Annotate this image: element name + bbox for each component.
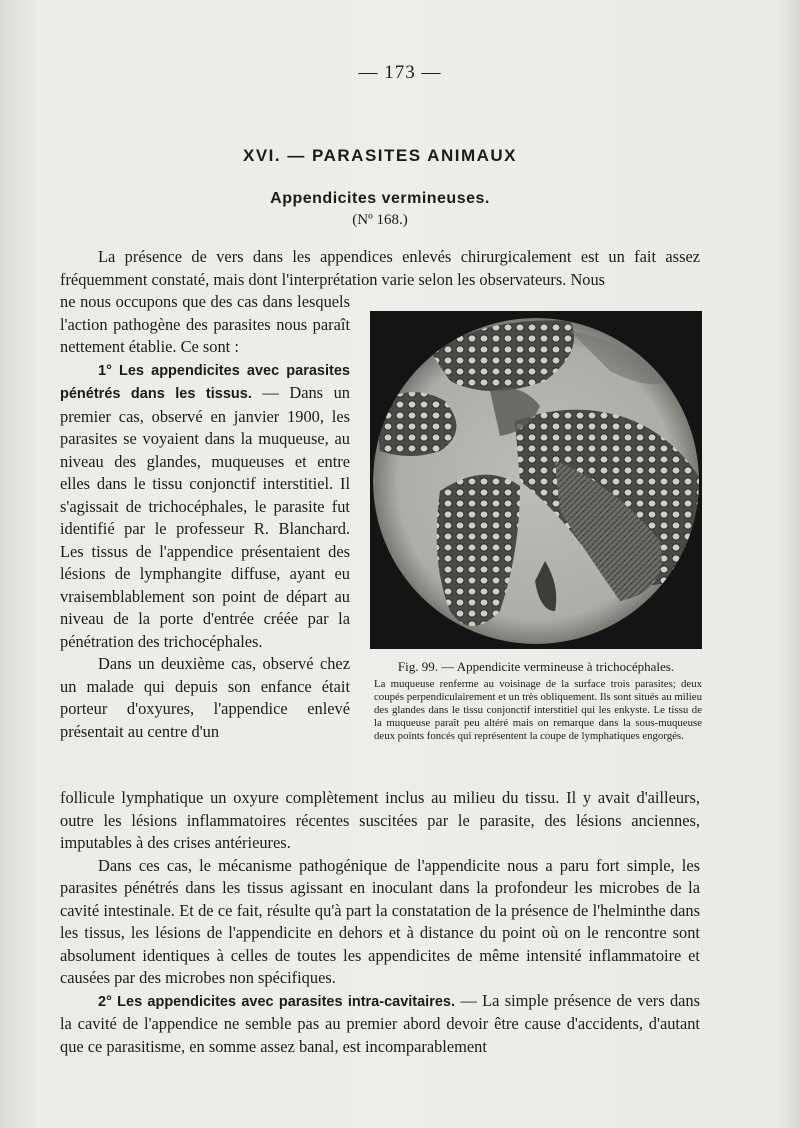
figure-title: Fig. 99. — Appendicite vermineuse à trichocéphales. [397,659,675,674]
micrograph-image [370,311,702,649]
paragraph-4-text: — La simple présence de vers dans la cavité de l'appendice ne semble pas au premier abord devoir être cause d'accidents, d'autant que ce parasitisme, en somme assez banal, est incomparablement [60,990,700,1056]
intro-line: La présence de vers dans les appendices enlevés chirurgicalement est un fait assez fréquemment constaté, mais dont l'interprétation varie selon les observateurs. Nous [60,247,700,289]
paragraph-2-column: Dans un deuxième cas, observé chez un malade qui depuis son enfance était porteur d'oxyures, l'appendice enlevé présentait au centre d'un [60,654,350,741]
left-column-text [60,291,350,743]
intro-continuation: ne nous occupons que des cas dans lesquels l'action pathogène des parasites nous paraît nettement établie. Ce sont : [60,292,350,356]
section-title: Appendicites vermineuses. [270,190,490,207]
paragraph-4 [60,990,700,1059]
paragraph-3: Dans ces cas, le mécanisme pathogénique de l'appendicite nous a paru fort simple, les parasites pénétrés dans les tissus agissant en inoculant dans la profondeur les microbes de la cavité intestinale. Et de ce fait, résulte qu'à part la constatation de la présence de l'helminthe dans les tissus, les lésions de l'appendicite en dehors et à distance du point où on le rencontre sont absolument identiques à celles de toutes les appendicites de même intensité inflammatoire et causées par des microbes non spécifiques. [60,855,700,987]
chapter-title: XVI. — PARASITES ANIMAUX [242,146,518,165]
paragraph-4-lead: 2° Les appendicites avec parasites intra-cavitaires. [98,993,456,1010]
figure-caption [370,660,702,744]
paragraph-1-lead: 1° Les appendicites avec parasites pénétrés dans les tissus. [60,362,350,402]
paragraph-2-continuation: follicule lymphatique un oxyure complètement inclus au milieu du tissu. Il y avait d'ailleurs, outre les lésions inflammatoires récentes suscitées par le parasite, des lésions anciennes, imputables à des crises antérieures. [60,788,700,852]
paragraph-1-text: — Dans un premier cas, observé en janvier 1900, les parasites se voyaient dans la muqueuse, au niveau des glandes, muqueuses et entre elles dans le tissu conjonctif interstitiel. Il s'agissait de trichocéphales, le parasite fut identifié par le professeur R. Blanchard. Les tissus de l'appendice présentaient des lésions de lymphangite diffuse, ayant eu vraisemblablement son point de départ au niveau de la porte d'entrée créée par la pénétration des trichocéphales. [60,383,351,651]
full-width-text [60,787,700,1058]
section-number: (Nº 168.) [352,212,408,228]
figure-caption-text: La muqueuse renferme au voisinage de la surface trois parasites; deux coupés perpendiculairement et un très obliquement. Ils sont situés au milieu des glandes dans le tissu conjonctif interstitiel qui les enkyste. Le tissu de la muqueuse paraît peu altéré mais on remarque dans la sous-muqueuse deux points foncés qui représentent la coupe de lymphatiques engorgés. [374,677,702,743]
page-number: — 173 — [358,62,442,83]
figure-photomicrograph [370,311,702,649]
intro-paragraph [60,246,700,291]
paragraph-1 [60,359,350,654]
